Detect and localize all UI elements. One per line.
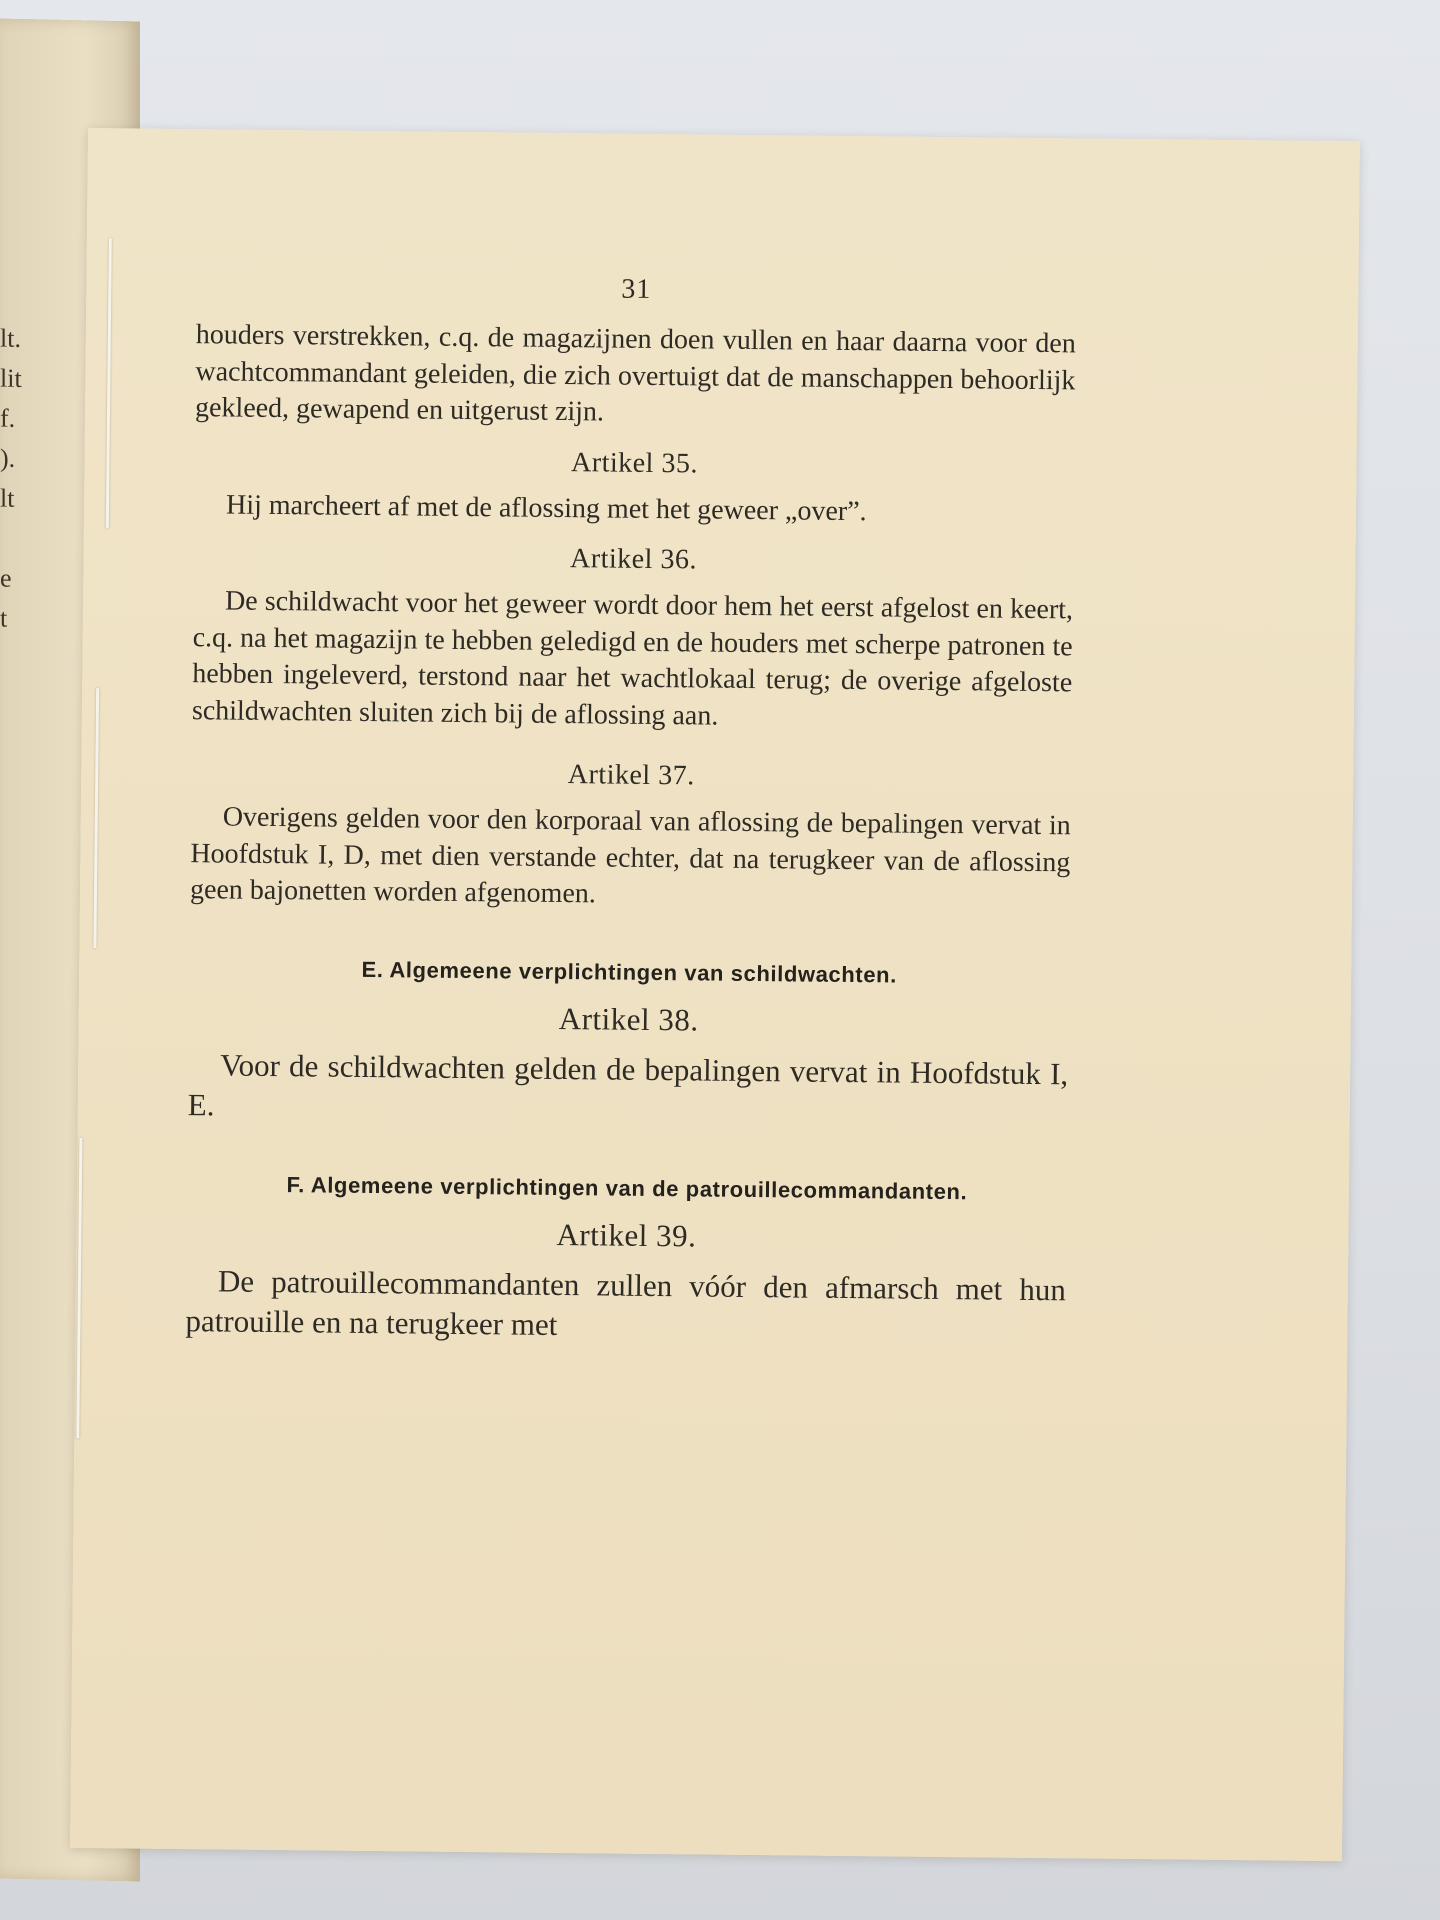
left-fragment: e [0,563,12,593]
paragraph: De schildwacht voor het geweer wordt door hem het eerst afgelost en keert, c.q. na het magazijn te hebben geledigd en de houders met scherpe patronen te hebben ingeleverd, terstond naar het wachtlokaal terug; de overige afgeloste schildwachten sluiten zich bij de aflossing aan. [191,585,1074,732]
book-page [70,128,1360,1861]
left-fragment: lt [0,483,15,513]
paragraph: Overigens gelden voor den korporaal van aflossing de bepalingen vervat in Hoofdstuk I, D, met dien verstande echter, dat na terugkeer van de aflossing geen bajonetten worden afgenomen. [189,801,1071,910]
paragraph: Voor de schildwachten gelden de bepalingen vervat in Hoofdstuk I, E. [187,1046,1069,1122]
left-fragment: lt. [0,323,21,353]
section-heading-e: E. Algemeene verplichtingen van schildwachten. [361,956,897,988]
left-fragment: f. [0,403,16,433]
page-number: 31 [621,273,652,305]
article-heading: Artikel 39. [556,1216,697,1253]
paragraph: De patrouillecommandanten zullen vóór den afmarsch met hun patrouille en na terugkeer met [185,1262,1067,1342]
article-heading: Artikel 37. [567,759,695,792]
binding-thread [106,238,112,528]
paragraph: houders verstrekken, c.q. de magazijnen doen vullen en haar daarna voor den wachtcommandant geleiden, die zich overtuigt dat de manschappen behoorlijk gekleed, gewapend en uitgerust zijn. [194,319,1076,428]
binding-thread [76,1138,82,1438]
left-page-text-fragments [0,319,30,640]
section-heading-f: F. Algemeene verplichtingen van de patrouillecommandanten. [286,1171,968,1204]
article-heading: Artikel 35. [570,446,699,479]
left-fragment: lit [0,363,22,393]
article-heading: Artikel 38. [558,1000,699,1037]
binding-thread [93,688,99,948]
page-content [185,269,1076,1350]
article-heading: Artikel 36. [569,543,698,576]
left-fragment: t [0,603,8,633]
paragraph: Hij marcheert af met de aflossing met het geweer „over”. [225,488,867,527]
left-fragment: ). [0,443,16,473]
